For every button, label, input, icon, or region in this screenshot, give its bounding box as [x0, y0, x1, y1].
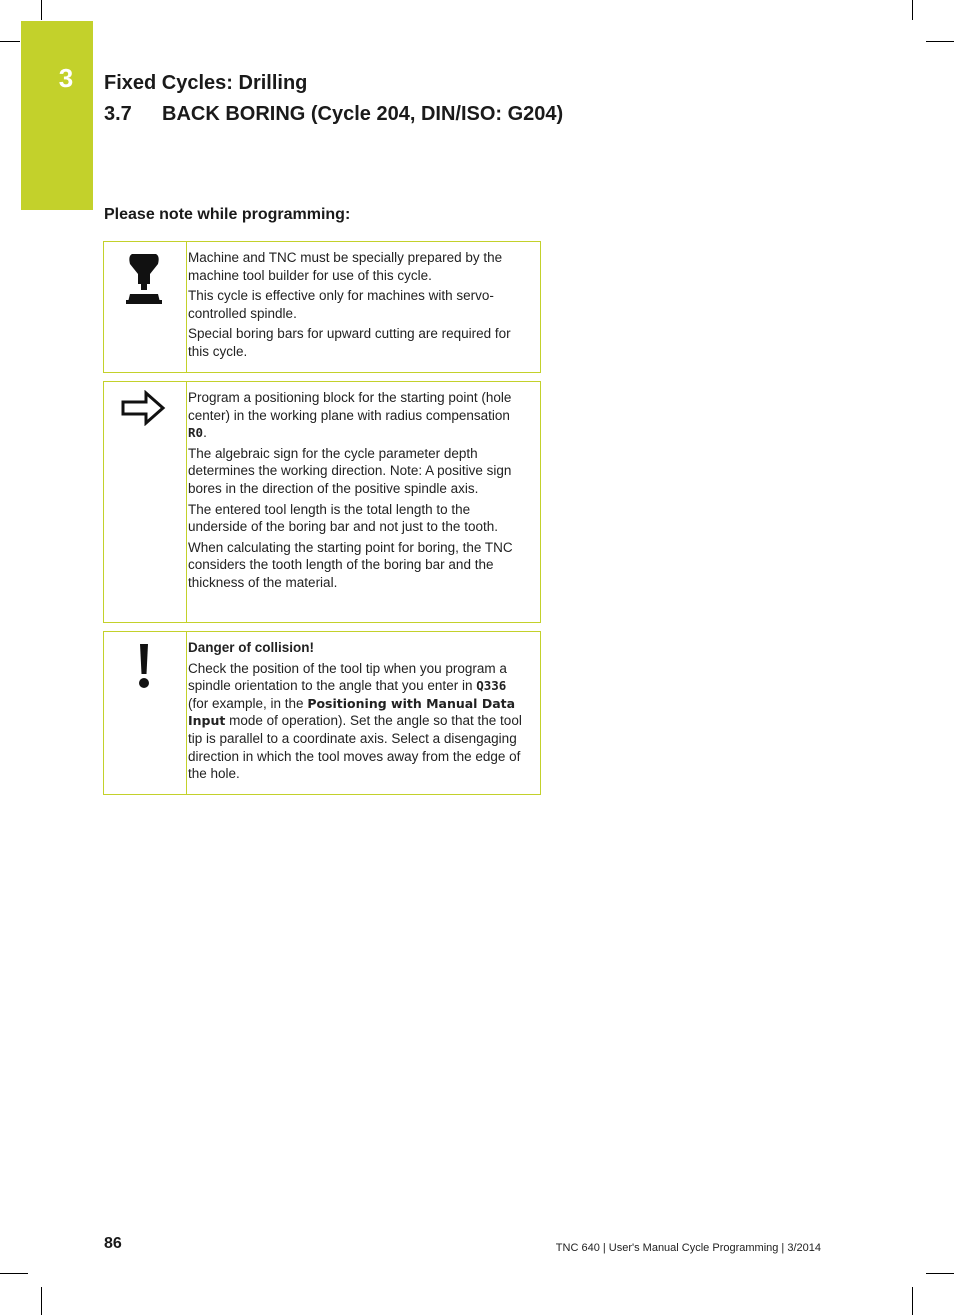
chapter-tab [21, 21, 93, 210]
code-q336: Q336 [476, 678, 507, 694]
note-paragraph: This cycle is effective only for machines with servo-controlled spindle. [188, 288, 494, 321]
chapter-number: 3 [58, 63, 74, 93]
note-paragraph: Machine and TNC must be specially prepared by the machine tool builder for use of this cycle. [188, 250, 503, 283]
warning-heading: Danger of collision! [188, 640, 315, 655]
note-text: mode of operation). Set the angle so that the tool tip is parallel to a coordinate axis. Select a disengaging direction in which the tool moves away from the edge of the hole. [188, 713, 522, 782]
note-text: (for example, in the [188, 695, 308, 711]
section-title [104, 103, 563, 126]
note-paragraph [188, 389, 530, 442]
note-text: Check the position of the tool tip when you program a spindle orientation to the angle that you enter in [188, 660, 507, 694]
note-text-column [186, 382, 540, 622]
crop-mark [912, 1287, 913, 1315]
subheading: Please note while programming: [104, 206, 351, 223]
crop-mark [926, 41, 954, 42]
note-icon-column [104, 632, 186, 794]
note-icon-column [104, 242, 186, 372]
crop-mark [41, 0, 42, 20]
mode-name: Positioning with Manual Data Input [188, 695, 516, 729]
section-number: 3.7 [104, 103, 132, 125]
note-paragraph: When calculating the starting point for boring, the TNC considers the tooth length of the boring bar and the thickness of the material. [188, 539, 513, 590]
note-text-column [186, 242, 540, 372]
note-text-column [186, 632, 540, 794]
arrow-right-icon [120, 390, 166, 426]
crop-mark [0, 41, 20, 42]
note-paragraph: The algebraic sign for the cycle parameter depth determines the working direction. Note: A positive sign bores in the direction of the positive spindle axis. [188, 445, 512, 496]
crop-mark [41, 1287, 42, 1315]
crop-mark [926, 1273, 954, 1274]
note-paragraph [188, 660, 530, 783]
chapter-title: Fixed Cycles: Drilling [104, 72, 308, 94]
code-r0: R0 [188, 425, 204, 441]
crop-mark [0, 1273, 28, 1274]
section-heading: BACK BORING (Cycle 204, DIN/ISO: G204) [162, 103, 564, 125]
page-number: 86 [104, 1235, 122, 1252]
note-box-warning [103, 631, 541, 795]
exclamation-icon [136, 642, 152, 690]
note-paragraph: Special boring bars for upward cutting are required for this cycle. [188, 326, 511, 359]
note-box-tip [103, 381, 541, 623]
footer-text: TNC 640 | User's Manual Cycle Programming | 3/2014 [555, 1242, 821, 1254]
note-icon-column [104, 382, 186, 622]
crop-mark [912, 0, 913, 20]
note-text: Program a positioning block for the starting point (hole center) in the working plane with radius compensation [188, 390, 512, 423]
machine-icon [124, 252, 164, 308]
note-text: . [203, 425, 207, 441]
note-paragraph: The entered tool length is the total length to the underside of the boring bar and not just to the tooth. [188, 501, 498, 535]
note-box-machine [103, 241, 541, 373]
